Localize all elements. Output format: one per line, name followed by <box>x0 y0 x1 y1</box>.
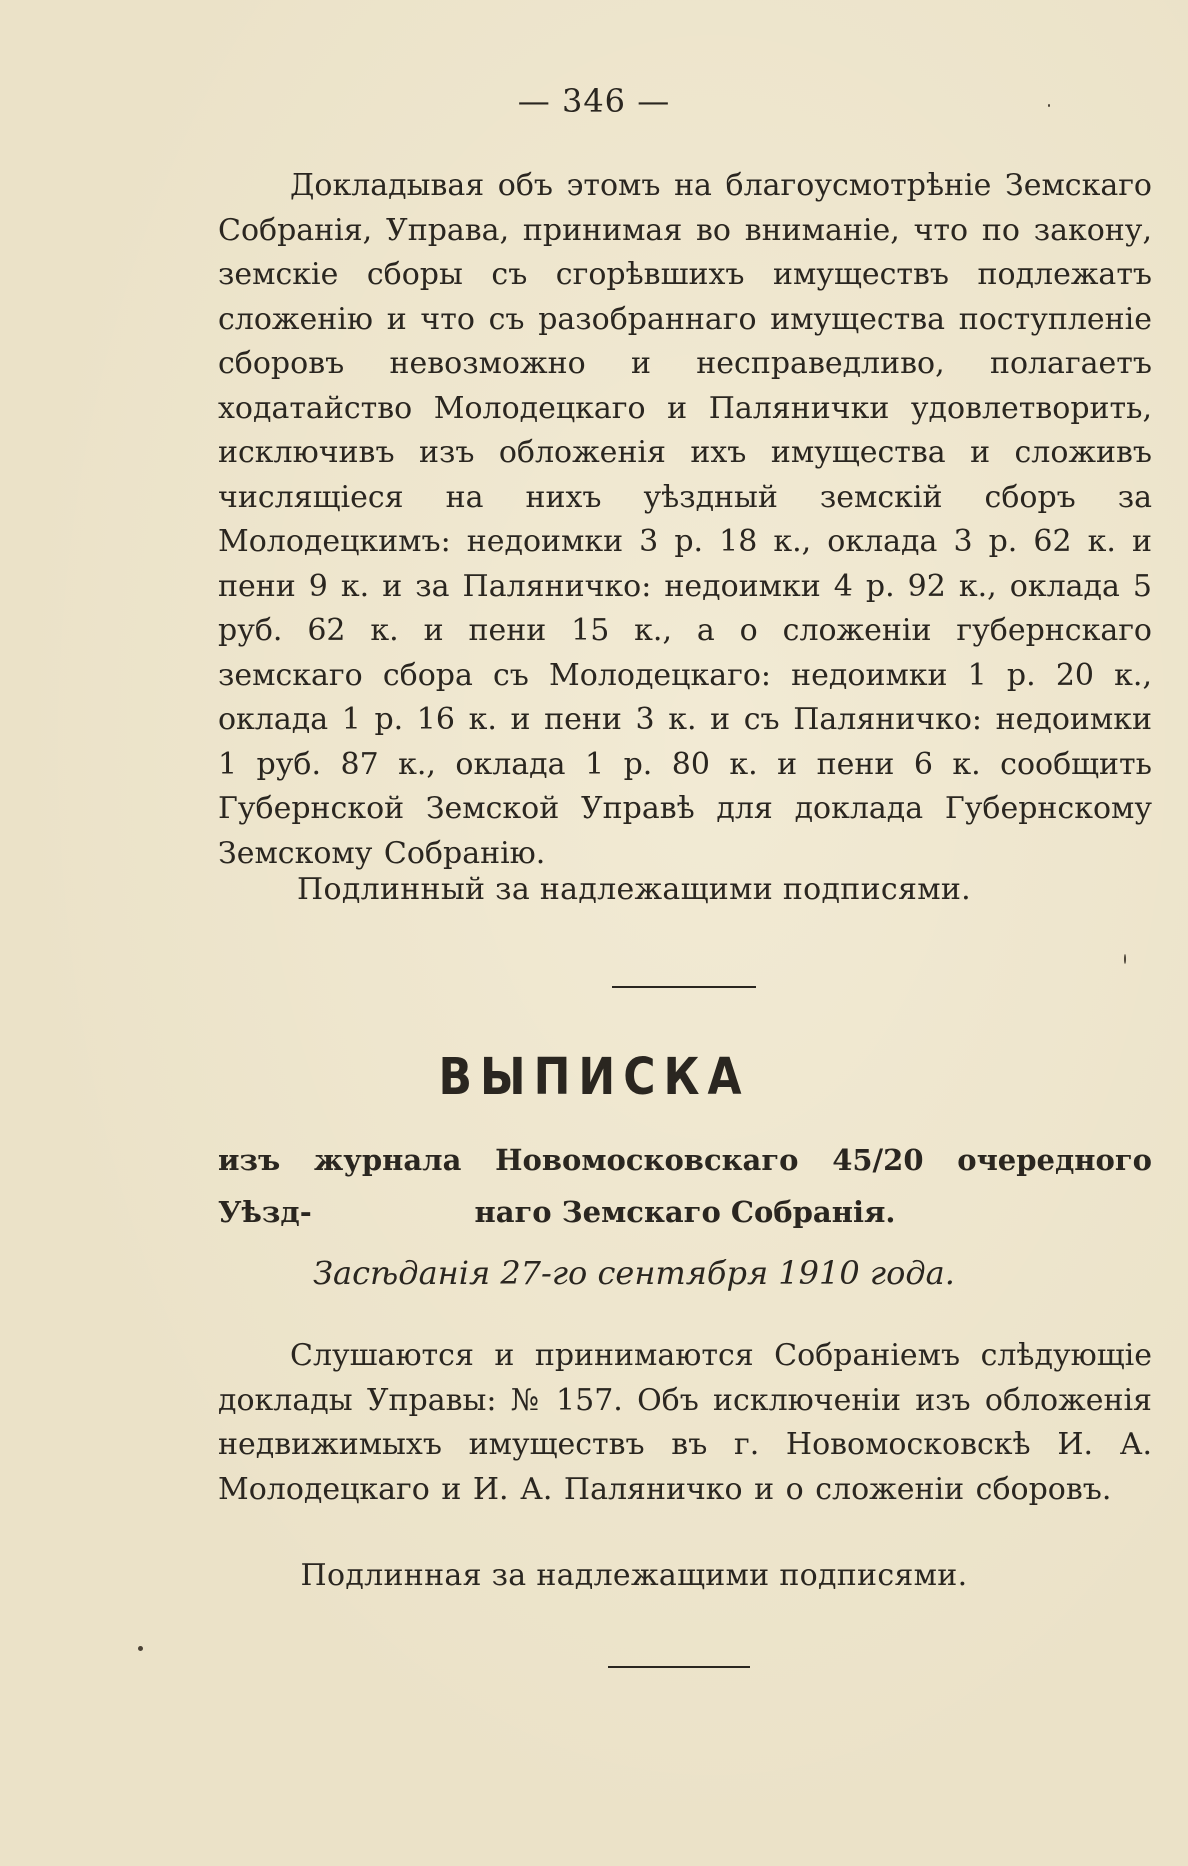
paragraph-text: Слушаются и принимаются Собраніемъ слѣдующіе доклады Управы: № 157. Объ исключеніи изъ обложенія недвижимыхъ имуществъ въ г. Новомосковскѣ И. А. Молодецкаго и И. А. Паляничко и о сложеніи сборовъ. <box>218 1338 1152 1507</box>
subheading-line-2: наго Земскаго Собранія. <box>474 1195 896 1229</box>
divider-rule <box>608 1666 750 1668</box>
page-number: — 346 — <box>517 82 671 120</box>
signature-note: Подлинная за надлежащими подписями. <box>300 1558 968 1593</box>
subheading-line-1: изъ журнала Новомосковскаго 45/20 очередного Уѣзд- <box>218 1143 1152 1229</box>
signature-note: Подлинный за надлежащими подписями. <box>297 872 971 907</box>
section-heading: ВЫПИСКА <box>438 1048 750 1107</box>
paper-speck <box>1124 954 1126 964</box>
session-date: Засѣданія 27-го сентября 1910 года. <box>313 1254 955 1292</box>
divider-rule <box>612 986 756 988</box>
paragraph-report <box>218 164 1152 876</box>
paragraph-resolution <box>218 1334 1152 1512</box>
paragraph-text: Докладывая объ этомъ на благоусмотрѣніе Земскаго Собранія, Управа, принимая во вниманіе, что по закону, земскіе сборы съ сгорѣвшихъ имуществъ подлежатъ сложенію и что съ разобраннаго имущества поступленіе сборовъ невозможно и несправедливо, полагаетъ ходатайство Молодецкаго и Палянички удовлетворить, исключивъ изъ обложенія ихъ имущества и сложивъ числящіеся на нихъ уѣздный земскій сборъ за Молодецкимъ: недоимки 3 р. 18 к., оклада 3 р. 62 к. и пени 9 к. и за Паляничко: недоимки 4 р. 92 к., оклада 5 руб. 62 к. и пени 15 к., а о сложеніи губернскаго земскаго сбора съ Молодецкаго: недоимки 1 р. 20 к., оклада 1 р. 16 к. и пени 3 к. и съ Паляничко: недоимки 1 руб. 87 к., оклада 1 р. 80 к. и пени 6 к. сообщить Губернской Земской Управѣ для доклада Губернскому Земскому Собранію. <box>218 168 1152 871</box>
paper-speck <box>1048 104 1050 107</box>
paper-speck <box>138 1646 143 1651</box>
